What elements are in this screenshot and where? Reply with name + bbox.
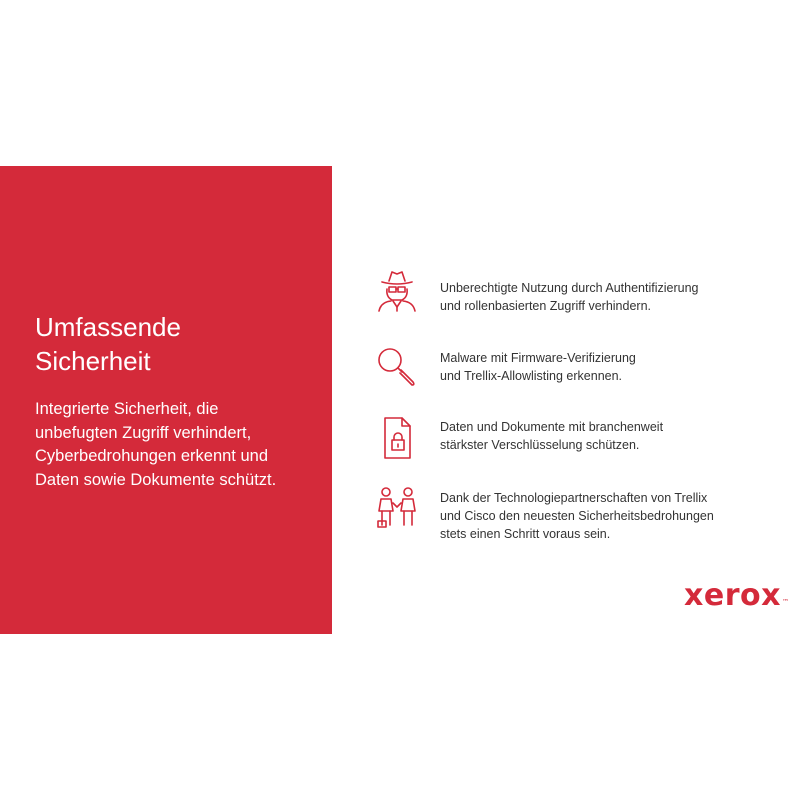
xerox-logo bbox=[684, 578, 789, 614]
feature-partnerships bbox=[373, 489, 783, 549]
feature-text-line: Unberechtigte Nutzung durch Authentifizierung bbox=[440, 281, 699, 295]
locked-document-icon bbox=[373, 414, 421, 462]
panel-body-line: unbefugten Zugriff verhindert, bbox=[35, 423, 252, 442]
partners-icon bbox=[373, 485, 421, 533]
feature-text-line: stets einen Schritt voraus sein. bbox=[440, 527, 611, 541]
spy-icon bbox=[373, 267, 421, 315]
background-ghost-text bbox=[360, 0, 375, 54]
xerox-logo-text: xerox bbox=[684, 578, 781, 613]
feature-encryption bbox=[373, 418, 783, 478]
feature-text bbox=[440, 418, 663, 454]
feature-text bbox=[440, 489, 714, 543]
feature-text-line: Daten und Dokumente mit branchenweit bbox=[440, 420, 664, 434]
feature-text-line: Malware mit Firmware-Verifizierung bbox=[440, 351, 636, 365]
panel-body-line: Daten sowie Dokumente schützt. bbox=[35, 470, 277, 489]
feature-text bbox=[440, 279, 699, 315]
panel-title-line: Umfassende bbox=[35, 312, 181, 342]
panel-title-line: Sicherheit bbox=[35, 346, 151, 376]
trademark-symbol: ™ bbox=[781, 598, 790, 606]
feature-text-line: Dank der Technologiepartnerschaften von Trellix bbox=[440, 491, 708, 505]
feature-malware bbox=[373, 349, 783, 409]
magnifier-icon bbox=[373, 343, 421, 391]
panel-body-line: Integrierte Sicherheit, die bbox=[35, 400, 219, 418]
feature-text-line: stärkster Verschlüsselung schützen. bbox=[440, 438, 640, 452]
feature-authentication bbox=[373, 279, 783, 339]
panel-body-line: Cyberbedrohungen erkennt und bbox=[35, 447, 269, 465]
feature-text-line: und rollenbasierten Zugriff verhindern. bbox=[440, 299, 652, 313]
feature-text-line: und Cisco den neuesten Sicherheitsbedrohungen bbox=[440, 509, 714, 523]
panel-body bbox=[35, 398, 325, 492]
panel-title bbox=[35, 310, 325, 378]
feature-text bbox=[440, 349, 636, 385]
feature-text-line: und Trellix-Allowlisting erkennen. bbox=[440, 369, 623, 383]
